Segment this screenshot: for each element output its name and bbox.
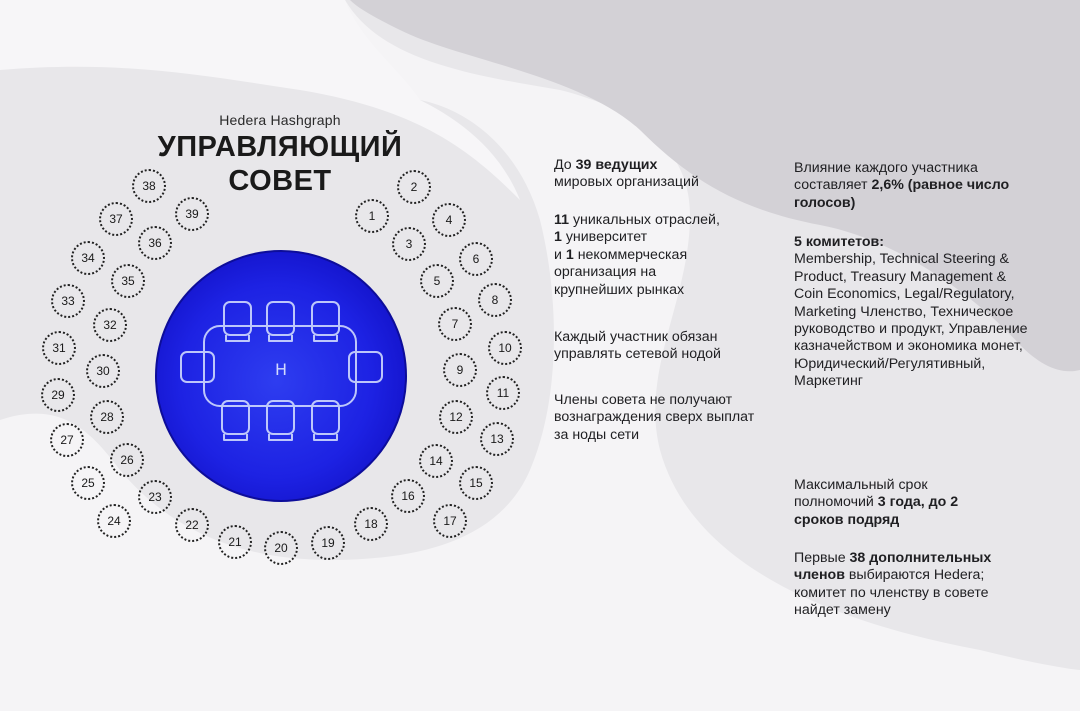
council-table-emblem bbox=[154, 249, 408, 503]
council-seat: 3 bbox=[392, 227, 426, 261]
council-seat: 5 bbox=[420, 264, 454, 298]
council-seat: 21 bbox=[218, 525, 252, 559]
council-seat: 17 bbox=[433, 504, 467, 538]
info-term bbox=[794, 477, 969, 529]
text-bold: 1 bbox=[565, 246, 574, 263]
text-part: и bbox=[554, 246, 566, 263]
council-seat: 24 bbox=[97, 504, 131, 538]
info-industries bbox=[554, 212, 774, 299]
council-seat: 39 bbox=[175, 197, 209, 231]
council-seat: 9 bbox=[443, 353, 477, 387]
council-seat: 25 bbox=[71, 466, 105, 500]
council-seat: 8 bbox=[478, 283, 512, 317]
council-seat: 37 bbox=[99, 202, 133, 236]
page-title bbox=[130, 130, 430, 198]
council-seat: 18 bbox=[354, 507, 388, 541]
text-part: мировых организаций bbox=[554, 174, 699, 191]
council-seat: 36 bbox=[138, 226, 172, 260]
text-part: Максимальный срок полномочий bbox=[794, 477, 928, 511]
council-seat: 32 bbox=[93, 308, 127, 342]
council-seat: 13 bbox=[480, 422, 514, 456]
info-committees bbox=[794, 234, 1029, 391]
council-seat: 14 bbox=[419, 444, 453, 478]
text-part: Влияние каждого участника составляет bbox=[794, 160, 978, 194]
council-seat: 20 bbox=[264, 531, 298, 565]
text-part: Membership, Technical Steering & Product, Treasury Management & Coin Economics, Legal/Regulatory, Marketing Членство, Техническое руководство и продукт, Управление казначейством и экономика монет, Юридический/Регулятивный, Маркетинг bbox=[794, 251, 1028, 390]
info-organizations bbox=[554, 157, 774, 192]
info-node-duty: Каждый участник обязан управлять сетевой нодой bbox=[554, 329, 721, 363]
council-seat: 28 bbox=[90, 400, 124, 434]
council-seat: 15 bbox=[459, 466, 493, 500]
council-seat: 29 bbox=[41, 378, 75, 412]
council-seat: 23 bbox=[138, 480, 172, 514]
council-seat: 34 bbox=[71, 241, 105, 275]
text-part: выбираются Hedera; комитет по членству в совете найдет замену bbox=[794, 567, 989, 619]
council-seat: 6 bbox=[459, 242, 493, 276]
council-seat: 12 bbox=[439, 400, 473, 434]
council-seat: 11 bbox=[486, 376, 520, 410]
council-seat: 4 bbox=[432, 203, 466, 237]
council-seat: 10 bbox=[488, 331, 522, 365]
hedera-logo-icon: H bbox=[274, 360, 288, 379]
text-part: университет bbox=[561, 229, 648, 246]
council-seat: 31 bbox=[42, 331, 76, 365]
title-line-1: УПРАВЛЯЮЩИЙ bbox=[157, 131, 403, 163]
text-part: уникальных отраслей, bbox=[569, 212, 720, 228]
council-seat: 30 bbox=[86, 354, 120, 388]
subtitle: Hedera Hashgraph bbox=[219, 112, 341, 128]
title-line-2: СОВЕТ bbox=[228, 165, 332, 197]
text-bold: 38 дополнительных членов bbox=[794, 550, 992, 584]
council-seat: 38 bbox=[132, 169, 166, 203]
text-bold: 5 комитетов: bbox=[794, 234, 884, 250]
text-bold: 2,6% (равное число голосов) bbox=[794, 177, 1010, 211]
info-influence bbox=[794, 160, 1024, 212]
info-election bbox=[794, 550, 1029, 620]
info-no-rewards: Члены совета не получают вознаграждения сверх выплат за ноды сети bbox=[554, 392, 755, 443]
council-seat: 22 bbox=[175, 508, 209, 542]
council-seat: 7 bbox=[438, 307, 472, 341]
council-seat: 26 bbox=[110, 443, 144, 477]
council-seat: 16 bbox=[391, 479, 425, 513]
council-seat: 19 bbox=[311, 526, 345, 560]
text-bold: 39 ведущих bbox=[575, 157, 658, 173]
text-bold: 1 bbox=[554, 229, 562, 246]
council-seat: 27 bbox=[50, 423, 84, 457]
council-seat: 33 bbox=[51, 284, 85, 318]
council-seat: 2 bbox=[397, 170, 431, 204]
council-seat: 1 bbox=[355, 199, 389, 233]
text-bold: 11 bbox=[554, 212, 569, 228]
text-part: некоммерческая организация на крупнейших рынках bbox=[554, 246, 688, 298]
council-seat: 35 bbox=[111, 264, 145, 298]
text-bold: 3 года, до 2 сроков подряд bbox=[794, 494, 959, 528]
text-part: Первые bbox=[794, 550, 850, 566]
text-part: До bbox=[554, 157, 576, 173]
